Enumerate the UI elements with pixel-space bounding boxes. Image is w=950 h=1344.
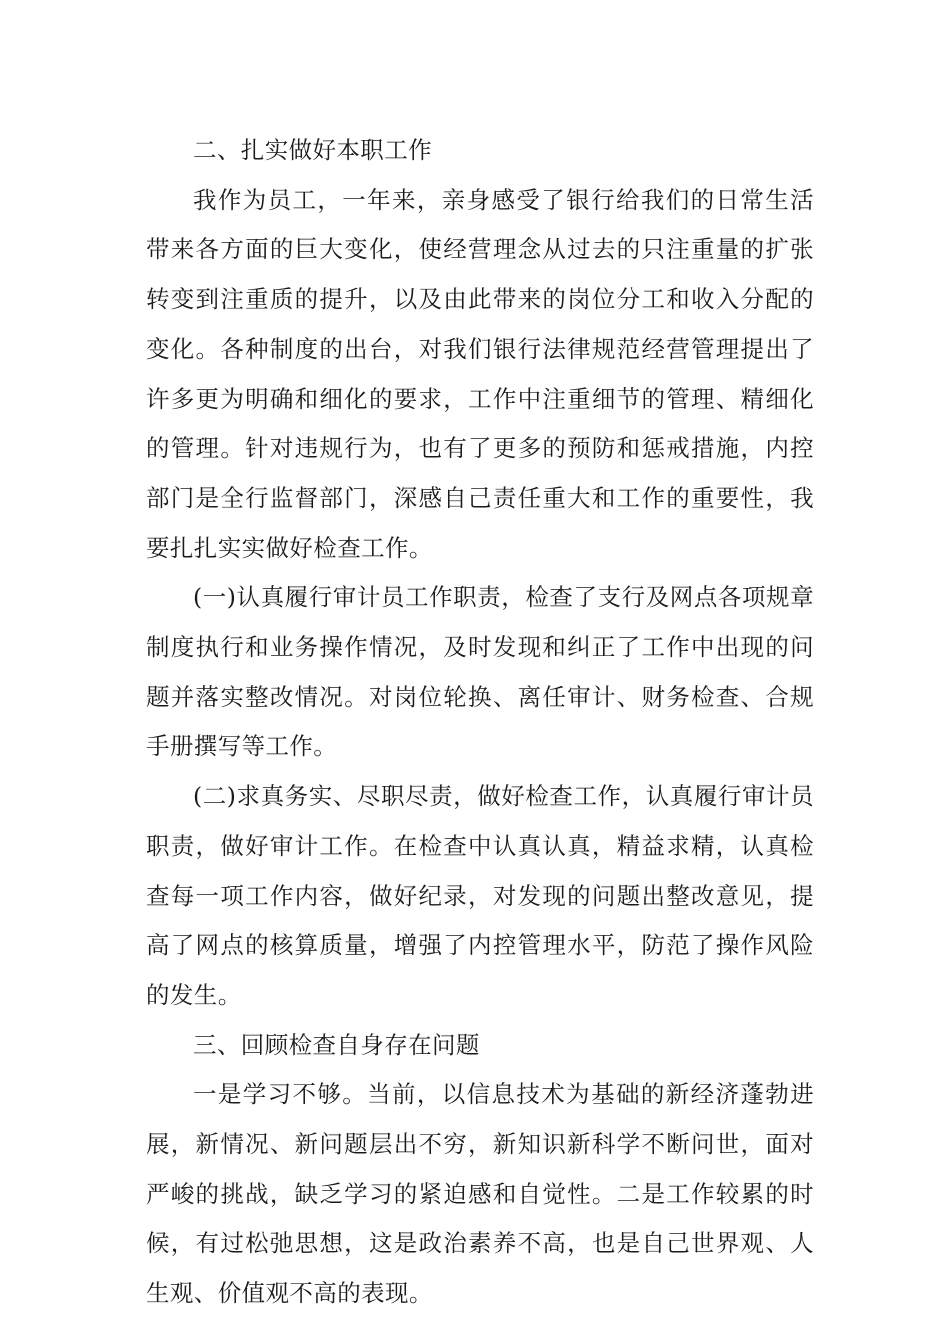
section-heading-2: 二、扎实做好本职工作 <box>193 136 432 164</box>
subsection-paragraph-1: (一)认真履行审计员工作职责，检查了支行及网点各项规章制度执行和业务操作情况，及时发现和纠正了工作中出现的问题并落实整改情况。对岗位轮换、离任审计、财务检查、合规手册撰写等工作。 <box>146 583 814 761</box>
subsection-paragraph-2: (二)求真务实、尽职尽责，做好检查工作，认真履行审计员职责，做好审计工作。在检查中认真认真，精益求精，认真检查每一项工作内容，做好纪录，对发现的问题出整改意见，提高了网点的核算质量，增强了内控管理水平，防范了操作风险的发生。 <box>146 782 814 1009</box>
document-body <box>146 126 814 1319</box>
section-heading-3: 三、回顾检查自身存在问题 <box>193 1030 480 1059</box>
body-paragraph: 一是学习不够。当前，以信息技术为基础的新经济蓬勃进展，新情况、新问题层出不穷，新知识新科学不断问世，面对严峻的挑战，缺乏学习的紧迫感和自觉性。二是工作较累的时候，有过松弛思想，这是政治素养不高，也是自己世界观、人生观、价值观不高的表现。 <box>146 1080 814 1308</box>
body-paragraph: 我作为员工，一年来，亲身感受了银行给我们的日常生活带来各方面的巨大变化，使经营理念从过去的只注重量的扩张转变到注重质的提升，以及由此带来的岗位分工和收入分配的变化。各种制度的出台，对我们银行法律规范经营管理提出了许多更为明确和细化的要求，工作中注重细节的管理、精细化的管理。针对违规行为，也有了更多的预防和惩戒措施，内控部门是全行监督部门，深感自己责任重大和工作的重要性，我要扎扎实实做好检查工作。 <box>146 185 814 562</box>
